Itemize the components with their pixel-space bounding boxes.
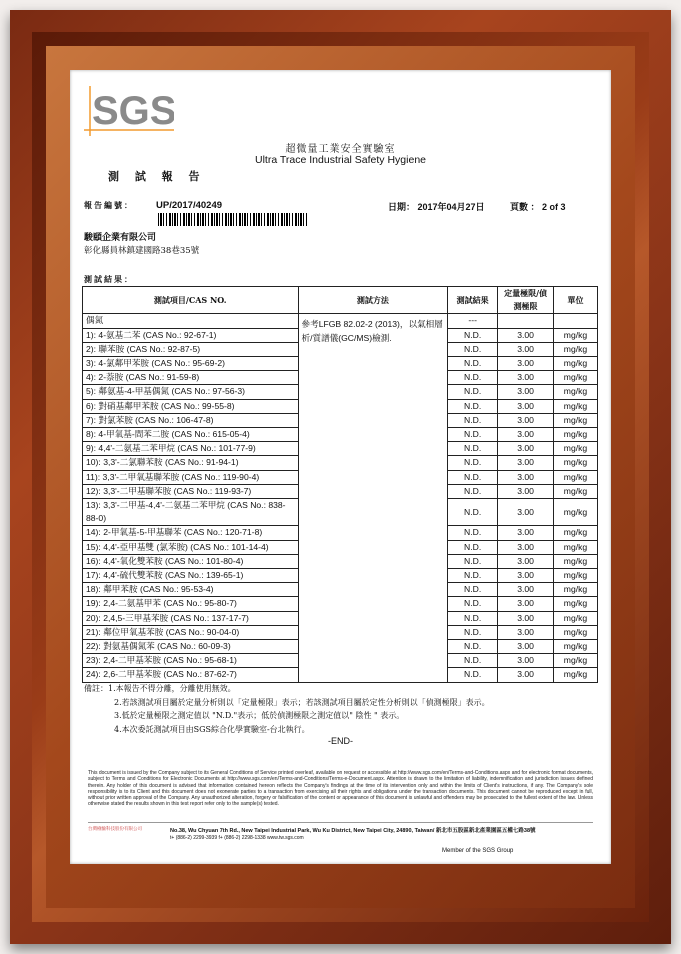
test-limit: 3.00 xyxy=(498,668,554,682)
test-unit: mg/kg xyxy=(554,640,598,654)
test-result: N.D. xyxy=(448,413,498,427)
test-unit: mg/kg xyxy=(554,428,598,442)
test-result: N.D. xyxy=(448,668,498,682)
sgs-logo-text: SGS xyxy=(92,89,174,133)
test-limit: 3.00 xyxy=(498,442,554,456)
test-unit: mg/kg xyxy=(554,442,598,456)
note-3: 3.低於定量極限之測定值以 "N.D."表示；低於偵測極限之測定值以" 陰性 " 表示。 xyxy=(114,711,405,720)
test-unit: mg/kg xyxy=(554,625,598,639)
test-item: 3): 4-氯鄰甲苯胺 (CAS No.: 95-69-2) xyxy=(83,357,299,371)
test-unit: mg/kg xyxy=(554,526,598,540)
page-number: 頁數 ： 2 of 3 xyxy=(510,202,566,212)
report-paper xyxy=(70,70,611,864)
test-unit: mg/kg xyxy=(554,399,598,413)
footer-company: 台灣檢驗科技股份有限公司 xyxy=(88,826,142,831)
test-limit: 3.00 xyxy=(498,540,554,554)
test-unit: mg/kg xyxy=(554,611,598,625)
test-item: 22): 對氨基偶氮苯 (CAS No.: 60-09-3) xyxy=(83,640,299,654)
note-1: 備註：1.本報告不得分離，分離使用無效。 xyxy=(84,684,236,693)
header-unit: 單位 xyxy=(554,287,598,314)
test-unit: mg/kg xyxy=(554,470,598,484)
test-limit: 3.00 xyxy=(498,499,554,526)
end-mark: -END- xyxy=(328,736,353,746)
test-unit: mg/kg xyxy=(554,456,598,470)
test-limit: 3.00 xyxy=(498,597,554,611)
results-body xyxy=(83,314,598,682)
test-limit: 3.00 xyxy=(498,385,554,399)
client-name: 駿頤企業有限公司 xyxy=(84,232,157,242)
test-item: 2): 聯苯胺 (CAS No.: 92-87-5) xyxy=(83,342,299,356)
test-result: N.D. xyxy=(448,526,498,540)
sgs-logo xyxy=(84,86,174,136)
test-item: 14): 2-甲氧基-5-甲基聯苯 (CAS No.: 120-71-8) xyxy=(83,526,299,540)
test-item: 15): 4,4'-亞甲基雙 (氯苯胺) (CAS No.: 101-14-4) xyxy=(83,540,299,554)
results-label: 測試結果： xyxy=(84,274,134,284)
test-limit: 3.00 xyxy=(498,625,554,639)
test-limit: 3.00 xyxy=(498,470,554,484)
group-unit-empty xyxy=(554,314,598,328)
table-row-group xyxy=(83,314,598,328)
test-result: N.D. xyxy=(448,569,498,583)
test-item: 5): 鄰氨基-4-甲基偶氮 (CAS No.: 97-56-3) xyxy=(83,385,299,399)
report-number: UP/2017/40249 xyxy=(156,200,223,211)
test-item: 13): 3,3'-二甲基-4,4'-二氨基二苯甲烷 (CAS No.: 838-88-0) xyxy=(83,499,299,526)
report-date: 日期： 2017年04月27日 xyxy=(388,202,485,212)
test-result: N.D. xyxy=(448,597,498,611)
test-result: N.D. xyxy=(448,540,498,554)
test-item: 17): 4,4'-硫代雙苯胺 (CAS No.: 139-65-1) xyxy=(83,569,299,583)
test-result: N.D. xyxy=(448,640,498,654)
test-result: N.D. xyxy=(448,371,498,385)
table-header-row xyxy=(83,287,598,314)
test-unit: mg/kg xyxy=(554,654,598,668)
test-limit: 3.00 xyxy=(498,611,554,625)
test-unit: mg/kg xyxy=(554,554,598,568)
test-item: 11): 3,3'-二甲氧基聯苯胺 (CAS No.: 119-90-4) xyxy=(83,470,299,484)
test-unit: mg/kg xyxy=(554,371,598,385)
test-result: N.D. xyxy=(448,554,498,568)
test-limit: 3.00 xyxy=(498,569,554,583)
test-unit: mg/kg xyxy=(554,328,598,342)
footer-contact: t+ (886-2) 2299-3939 f+ (886-2) 2298-1338 www.tw.sgs.com xyxy=(170,835,304,841)
test-item: 24): 2,6-二甲基苯胺 (CAS No.: 87-62-7) xyxy=(83,668,299,682)
test-item: 10): 3,3'-二氯聯苯胺 (CAS No.: 91-94-1) xyxy=(83,456,299,470)
test-method: 參考LFGB 82.02-2 (2013)，以氣相層析/質譜儀(GC/MS)檢測. xyxy=(298,314,448,682)
test-unit: mg/kg xyxy=(554,540,598,554)
test-unit: mg/kg xyxy=(554,597,598,611)
test-limit: 3.00 xyxy=(498,357,554,371)
notes xyxy=(84,682,490,736)
lab-name-chinese: 超微量工業安全實驗室 xyxy=(285,144,396,155)
test-unit: mg/kg xyxy=(554,385,598,399)
test-item: 8): 4-甲氧基-間苯二胺 (CAS No.: 615-05-4) xyxy=(83,428,299,442)
results-table xyxy=(82,286,598,683)
lab-name-english: Ultra Trace Industrial Safety Hygiene xyxy=(255,154,426,166)
test-item: 6): 對硝基鄰甲苯胺 (CAS No.: 99-55-8) xyxy=(83,399,299,413)
test-result: N.D. xyxy=(448,357,498,371)
test-limit: 3.00 xyxy=(498,328,554,342)
test-item: 21): 鄰位甲氧基苯胺 (CAS No.: 90-04-0) xyxy=(83,625,299,639)
header-result: 測試結果 xyxy=(448,287,498,314)
test-item: 19): 2,4-二氨基甲苯 (CAS No.: 95-80-7) xyxy=(83,597,299,611)
test-limit: 3.00 xyxy=(498,413,554,427)
test-unit: mg/kg xyxy=(554,569,598,583)
test-limit: 3.00 xyxy=(498,526,554,540)
report-number-label: 報告編號： xyxy=(84,200,134,210)
test-item: 23): 2,4-二甲基苯胺 (CAS No.: 95-68-1) xyxy=(83,654,299,668)
test-result: N.D. xyxy=(448,654,498,668)
test-item: 18): 鄰甲苯胺 (CAS No.: 95-53-4) xyxy=(83,583,299,597)
client-address: 彰化縣員林鎮建國路38巷35號 xyxy=(84,246,200,256)
test-limit: 3.00 xyxy=(498,371,554,385)
test-limit: 3.00 xyxy=(498,640,554,654)
test-result: N.D. xyxy=(448,484,498,498)
test-result: N.D. xyxy=(448,428,498,442)
test-limit: 3.00 xyxy=(498,342,554,356)
group-name: 偶氮 xyxy=(83,314,299,328)
report-title: 測 試 報 告 xyxy=(108,170,206,183)
test-result: N.D. xyxy=(448,342,498,356)
test-limit: 3.00 xyxy=(498,428,554,442)
test-unit: mg/kg xyxy=(554,499,598,526)
test-unit: mg/kg xyxy=(554,357,598,371)
test-limit: 3.00 xyxy=(498,456,554,470)
test-result: N.D. xyxy=(448,442,498,456)
header-limit: 定量極限/偵測極限 xyxy=(498,287,554,314)
terms-fine-print: This document is issued by the Company subject to its General Conditions of Service printed overleaf, available on request or accessible at http://www.sgs.com/en/Terms-and-Conditions.aspx and for electronic format documents, subject to Terms and Conditions for Electronic Documents at http://www.sgs.com/en/Terms-and-Conditions/Terms-e-Document.aspx. Attention is drawn to the limitation of liability, indemnification and jurisdiction issues defined therein. Any holder of this document is advised that information contained hereon reflects the Company's findings at the time of its intervention only and within the limits of Client's instructions, if any. The Company's sole responsibility is to its Client and this document does not exonerate parties to a transaction from exercising all their rights and obligations under the transaction documents. This document cannot be reproduced except in full, without prior written approval of the Company. Any unauthorized alteration, forgery or falsification of the content or appearance of this document is unlawful and offenders may be prosecuted to the fullest extent of the law. Unless otherwise stated the results shown in this test report refer only to the sample(s) tested. xyxy=(88,770,593,808)
test-item: 1): 4-氨基二苯 (CAS No.: 92-67-1) xyxy=(83,328,299,342)
test-unit: mg/kg xyxy=(554,668,598,682)
footer-member: Member of the SGS Group xyxy=(442,848,514,854)
test-unit: mg/kg xyxy=(554,583,598,597)
footer-divider xyxy=(88,822,593,823)
test-unit: mg/kg xyxy=(554,413,598,427)
test-result: N.D. xyxy=(448,456,498,470)
header-item: 測試項目/CAS NO. xyxy=(83,287,299,314)
test-result: N.D. xyxy=(448,399,498,413)
test-result: N.D. xyxy=(448,611,498,625)
test-limit: 3.00 xyxy=(498,583,554,597)
test-item: 7): 對氯苯胺 (CAS No.: 106-47-8) xyxy=(83,413,299,427)
group-limit-empty xyxy=(498,314,554,328)
test-limit: 3.00 xyxy=(498,484,554,498)
footer-address: No.38, Wu Chyuan 7th Rd., New Taipei Industrial Park, Wu Ku District, New Taipei City, 24890, Taiwan/ 新北市五股區新北產業園區五權七路38號 xyxy=(170,828,536,834)
barcode xyxy=(158,213,308,226)
group-result: --- xyxy=(448,314,498,328)
note-4: 4.本次委託測試項目由SGS綜合化學實驗室-台北執行。 xyxy=(114,724,310,734)
test-item: 16): 4,4'-氧化雙苯胺 (CAS No.: 101-80-4) xyxy=(83,554,299,568)
test-item: 4): 2-萘胺 (CAS No.: 91-59-8) xyxy=(83,371,299,385)
test-item: 20): 2,4,5-三甲基苯胺 (CAS No.: 137-17-7) xyxy=(83,611,299,625)
test-result: N.D. xyxy=(448,583,498,597)
header-method: 測試方法 xyxy=(298,287,448,314)
test-result: N.D. xyxy=(448,499,498,526)
test-unit: mg/kg xyxy=(554,342,598,356)
test-result: N.D. xyxy=(448,328,498,342)
test-limit: 3.00 xyxy=(498,399,554,413)
test-item: 12): 3,3'-二甲基聯苯胺 (CAS No.: 119-93-7) xyxy=(83,484,299,498)
test-limit: 3.00 xyxy=(498,554,554,568)
note-2: 2.若該測試項目屬於定量分析則以「定量極限」表示；若該測試項目屬於定性分析則以「偵測極限」表示。 xyxy=(114,697,490,707)
test-result: N.D. xyxy=(448,470,498,484)
test-result: N.D. xyxy=(448,625,498,639)
test-result: N.D. xyxy=(448,385,498,399)
test-unit: mg/kg xyxy=(554,484,598,498)
test-limit: 3.00 xyxy=(498,654,554,668)
test-item: 9): 4,4'-二氨基二苯甲烷 (CAS No.: 101-77-9) xyxy=(83,442,299,456)
